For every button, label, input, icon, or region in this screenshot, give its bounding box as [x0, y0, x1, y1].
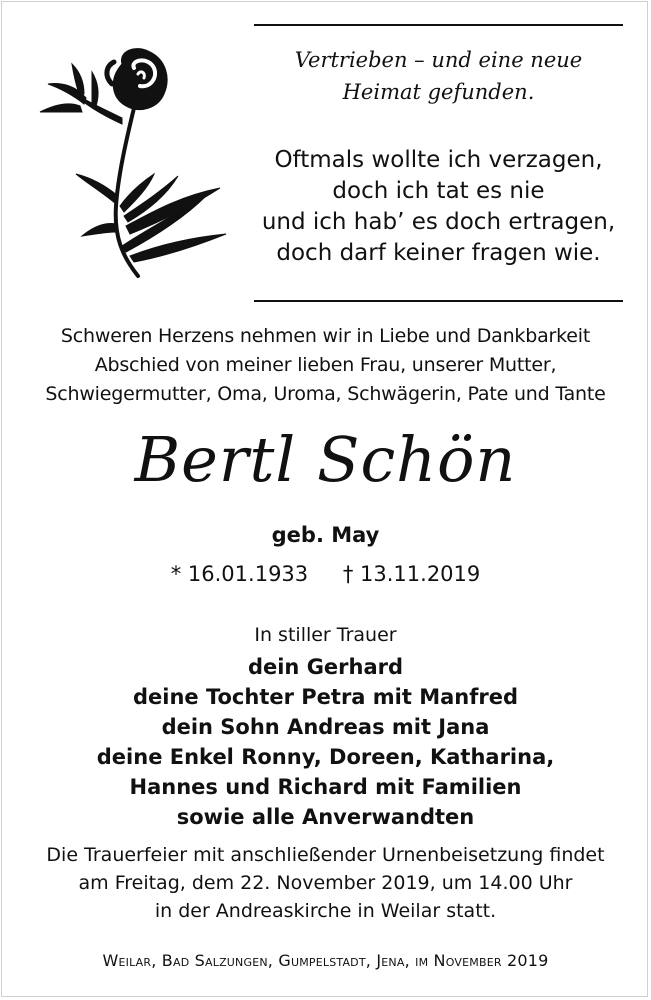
maiden-name: geb. May [271, 523, 380, 547]
life-dates [10, 559, 641, 589]
funeral-info [10, 841, 641, 925]
top-divider [254, 24, 623, 26]
mourning-label: In stiller Trauer [254, 624, 397, 646]
mourner-line: dein Gerhard [247, 655, 404, 679]
mourner-line: sowie alle Anverwandten [176, 805, 475, 829]
poem-line: und ich hab’ es doch ertragen, [261, 209, 616, 235]
birth-date: * 16.01.1933 [170, 562, 309, 586]
poem [254, 145, 623, 269]
mourners-list [10, 652, 641, 832]
poem-line: doch ich tat es nie [332, 178, 545, 204]
mourner-line: deine Tochter Petra mit Manfred [132, 685, 518, 709]
mourner-line: deine Enkel Ronny, Doreen, Katharina, [96, 745, 555, 769]
funeral-line: am Freitag, dem 22. November 2019, um 14.00 Uhr [78, 872, 573, 894]
mourner-line: dein Sohn Andreas mit Jana [161, 715, 490, 739]
deceased-name: Bertl Schön [134, 423, 517, 496]
intro-line: Schweren Herzens nehmen wir in Liebe und Dankbarkeit [60, 325, 591, 347]
places-and-date: Weilar, Bad Salzungen, Gumpelstadt, Jena, im November 2019 [102, 951, 549, 970]
mourner-line: Hannes und Richard mit Familien [129, 775, 522, 799]
poem-line: doch darf keiner fragen wie. [276, 240, 601, 266]
intro-text [10, 322, 641, 409]
poem-line: Oftmals wollte ich verzagen, [274, 147, 603, 173]
intro-line: Schwiegermutter, Oma, Uroma, Schwägerin, Pate und Tante [45, 383, 606, 405]
motto-line: Vertrieben – und eine neue [294, 48, 583, 72]
rose-icon [26, 46, 236, 281]
motto [254, 44, 623, 108]
motto-line: Heimat gefunden. [342, 80, 535, 104]
intro-line: Abschied von meiner lieben Frau, unserer Mutter, [94, 354, 557, 376]
death-date: † 13.11.2019 [342, 562, 481, 586]
funeral-line: Die Trauerfeier mit anschließender Urnenbeisetzung findet [46, 844, 605, 866]
funeral-line: in der Andreaskirche in Weilar statt. [154, 900, 497, 922]
bottom-divider [254, 300, 623, 302]
